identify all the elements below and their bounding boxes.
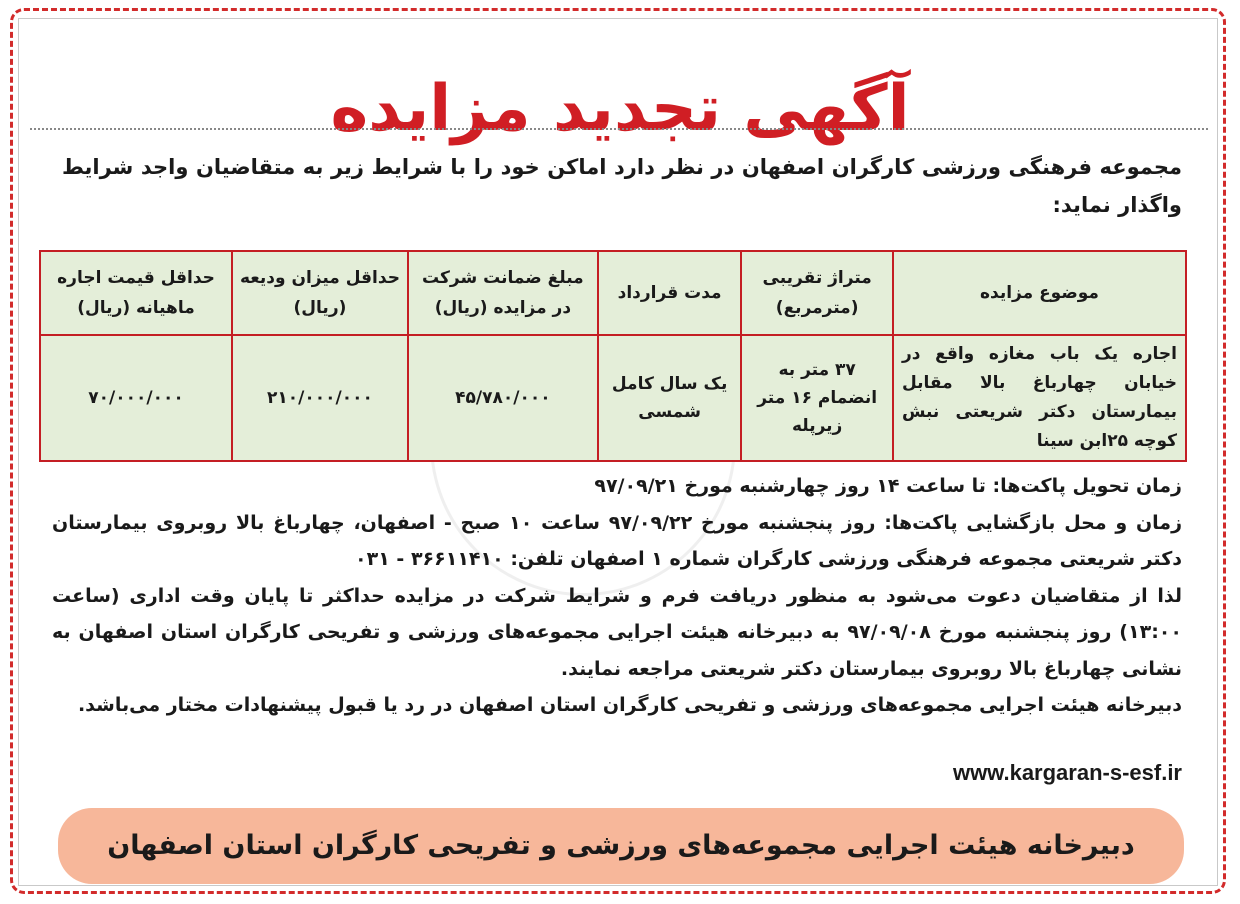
ad-body — [52, 468, 1182, 724]
cell-rent: ۷۰/۰۰۰/۰۰۰ — [40, 335, 232, 461]
invitation-text: لذا از متقاضیان دعوت می‌شود به منظور دریافت فرم و شرایط شرکت در مزایده حداکثر تا پایان وقت اداری (ساعت ۱۳:۰۰) روز پنجشنبه مورخ ۹۷/۰۹/۰۸ به دبیرخانه هیئت اجرایی مجموعه‌های ورزشی و تفریحی کارگران استان اصفهان به نشانی چهارباغ بالا روبروی بیمارستان دکتر شریعتی مراجعه نمایند. — [52, 584, 1182, 680]
ad-title: آگهی تجدید مزایده — [330, 71, 910, 146]
header-guarantee: مبلغ ضمانت شرکت در مزایده (ریال) — [408, 251, 598, 335]
header-duration: مدت قرارداد — [598, 251, 742, 335]
header-subject: موضوع مزایده — [893, 251, 1186, 335]
cell-guarantee: ۴۵/۷۸۰/۰۰۰ — [408, 335, 598, 461]
header-rent: حداقل قیمت اجاره ماهیانه (ریال) — [40, 251, 232, 335]
table-row — [40, 335, 1186, 461]
cell-duration: یک سال کامل شمسی — [598, 335, 742, 461]
delivery-time-text: زمان تحویل پاکت‌ها: تا ساعت ۱۴ روز چهارشنبه مورخ ۹۷/۰۹/۲۱ — [594, 475, 1182, 497]
website-link[interactable]: www.kargaran-s-esf.ir — [952, 760, 1182, 785]
table-header-row — [40, 251, 1186, 335]
opening-time-text: زمان و محل بازگشایی پاکت‌ها: روز پنجشنبه مورخ ۹۷/۰۹/۲۲ ساعت ۱۰ صبح - اصفهان، چهارباغ بالا روبروی بیمارستان دکتر شریعتی مجموعه فرهنگی ورزشی کارگران شماره ۱ اصفهان تلفن: ۳۶۶۱۱۴۱۰ - ۰۳۱ — [52, 511, 1183, 570]
header-area: متراژ تقریبی (مترمربع) — [741, 251, 893, 335]
cell-deposit: ۲۱۰/۰۰۰/۰۰۰ — [232, 335, 408, 461]
footer-banner: دبیرخانه هیئت اجرایی مجموعه‌های ورزشی و تفریحی کارگران استان اصفهان — [58, 808, 1184, 884]
rights-reserved-text: دبیرخانه هیئت اجرایی مجموعه‌های ورزشی و تفریحی کارگران استان اصفهان در رد یا قبول پیشنهادات مختار می‌باشد. — [77, 694, 1182, 716]
intro-text: مجموعه فرهنگی ورزشی کارگران اصفهان در نظر دارد اماکن خود را با شرایط زیر به متقاضیان واجد شرایط واگذار نماید: — [62, 155, 1182, 217]
title-divider — [30, 128, 1208, 130]
cell-subject: اجاره یک باب مغازه واقع در خیابان چهارباغ بالا مقابل بیمارستان دکتر شریعتی نبش کوچه ۲۵ابن سینا — [893, 335, 1186, 461]
header-deposit: حداقل میزان ودیعه (ریال) — [232, 251, 408, 335]
auction-table — [39, 250, 1187, 462]
cell-area: ۳۷ متر به انضمام ۱۶ متر زیرپله — [741, 335, 893, 461]
